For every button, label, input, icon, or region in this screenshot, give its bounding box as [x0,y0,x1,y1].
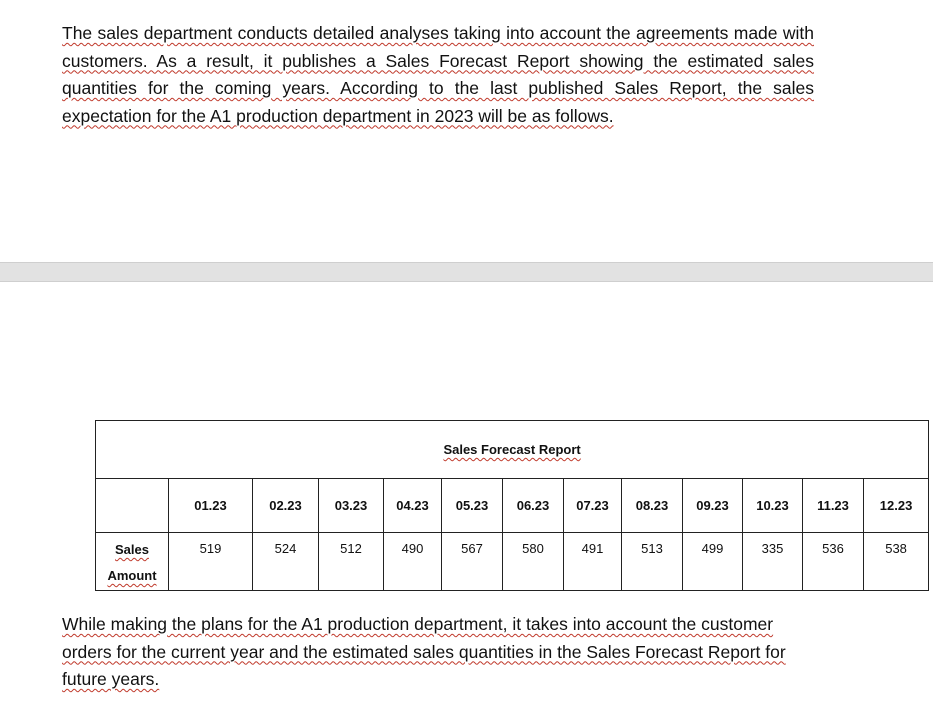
row-label-cell [96,533,169,591]
month-header: 05.23 [442,479,503,533]
sales-forecast-table [95,420,929,591]
sales-value: 536 [822,541,844,556]
month-header: 11.23 [803,479,864,533]
closing-paragraph: While making the plans for the A1 production department, it takes into account the customer orders for the current year and the estimated sales quantities in the Sales Forecast Report for future years. [62,614,786,689]
table-title: Sales Forecast Report [443,442,581,457]
value-cell [169,533,253,591]
month-header-row [96,479,929,533]
sales-value: 490 [401,541,424,556]
value-cell [319,533,384,591]
value-cell [384,533,442,591]
month-header: 08.23 [622,479,683,533]
value-cell [253,533,319,591]
value-cell [503,533,564,591]
value-cell [442,533,503,591]
month-header: 01.23 [169,479,253,533]
value-cell [864,533,929,591]
sales-value: 538 [885,541,907,556]
sales-value: 580 [522,541,544,556]
month-header: 07.23 [564,479,622,533]
table-title-cell [96,421,929,479]
value-cell [622,533,683,591]
value-cell [803,533,864,591]
sales-amount-row [96,533,929,591]
value-cell [683,533,743,591]
sales-value: 491 [581,541,604,556]
value-cell [564,533,622,591]
sales-value: 513 [641,541,663,556]
month-header: 04.23 [384,479,442,533]
sales-value: 567 [461,541,483,556]
sales-value: 335 [761,541,784,556]
empty-corner-cell [96,479,169,533]
row-label-line2: Amount [107,568,157,583]
month-header: 02.23 [253,479,319,533]
page-break-divider [0,262,933,282]
month-header: 03.23 [319,479,384,533]
row-label-line1: Sales [115,542,149,557]
sales-value: 524 [274,541,297,556]
sales-value: 512 [340,541,362,556]
sales-value: 499 [701,541,724,556]
month-header: 12.23 [864,479,929,533]
month-header: 10.23 [743,479,803,533]
month-header: 09.23 [683,479,743,533]
value-cell [743,533,803,591]
sales-value: 519 [199,541,222,556]
month-header: 06.23 [503,479,564,533]
intro-paragraph: The sales department conducts detailed analyses taking into account the agreements made with customers. As a result, it publishes a Sales Forecast Report showing the estimated sales quantities for the coming years. According to the last published Sales Report, the sales expectation for the A1 production department in 2023 will be as follows. [62,23,814,126]
